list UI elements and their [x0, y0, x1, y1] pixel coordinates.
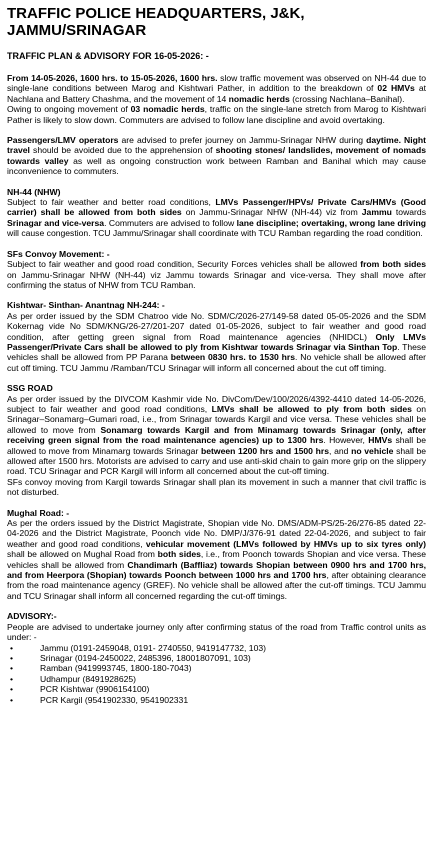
text-run: LMVs shall be allowed to ply from both sides — [211, 403, 412, 414]
text-run: at Nachlana and Battery Chashma, and the movement of 14 — [7, 83, 426, 104]
text-run: should be avoided due to the apprehension of — [29, 145, 216, 156]
text-run: Srinagar and vice-versa — [7, 217, 105, 228]
bullet: • — [10, 684, 14, 695]
text-run: no vehicle — [351, 445, 394, 456]
text-run: Passengers/LMV operators — [7, 135, 119, 146]
text-run: As per the orders issued by the District Magistrate, Shopian vide No. DMS/ADM-PS/25-26/276-85 dated 22-04-2026 and the District Magistrate, Poonch vide No. DMP/J/376-91 dated 22-04-2026, and subject to fair weather and good road conditions, — [7, 518, 426, 549]
section-heading: NH-44 (NHW) — [7, 186, 61, 197]
advisory-heading: ADVISORY:- — [7, 611, 57, 622]
text-run: Sonamarg towards Kargil and from Minamarg towards Srinagar (only, after receiving green signal from the road maintenance agencies) up to 1300 hrs — [7, 424, 427, 446]
text-run: slow traffic movement was observed on NH-44 due to single-lane conditions between Marog and Kishtwari Pather, in addition to the breakdown of — [7, 73, 426, 94]
text-run: . However, — [323, 435, 369, 446]
intro-paragraph-2 — [7, 104, 426, 125]
text-run: on Srinagar–Sonamarg–Gumari road, i.e., from Srinagar towards Kargil and vice versa. These vehicles shall be allowed to move from — [7, 403, 426, 435]
text-run: Jammu — [361, 207, 392, 218]
page-title: TRAFFIC POLICE HEADQUARTERS, J&K, JAMMU/SRINAGAR — [7, 5, 305, 39]
text-run: towards — [391, 207, 426, 218]
text-run: , after obtaining clearance from the road maintenance agency (GREF). No vehicle shall be allowed after the cut-off timings. TCU Jammu and TCU Srinagar shall inform all concerned regarding the cut-off timings. — [7, 570, 426, 601]
text-run: Subject to fair weather and good road condition, Security Forces vehicles shall be allowed — [7, 259, 361, 270]
section-body — [7, 394, 426, 477]
contact-text: Jammu (0191-2459048, 0191- 2740550, 9419147732, 103) — [40, 642, 267, 653]
section-sfs-convoy — [7, 249, 426, 291]
text-run: Chandimarh (Baffliaz) towards Shopian between 0900 hrs and 1700 hrs, and from Heerpora (Shopian) towards Poonch between 1000 hrs and 1700 hrs — [7, 559, 426, 581]
section-body — [7, 518, 426, 601]
text-run: daytime. Night travel — [7, 135, 426, 156]
list-item — [7, 663, 426, 673]
bullet: • — [10, 642, 14, 653]
text-run: shooting stones/ landslides, movement of nomads towards valley — [7, 145, 426, 166]
contact-text: Ramban (9419993745, 1800-180-7043) — [40, 663, 192, 674]
contact-text: PCR Kargil (9541902330, 9541902331 — [40, 694, 189, 705]
section-heading: Kishtwar- Sinthan- Anantnag NH-244: - — [7, 300, 165, 311]
text-run: lane discipline; overtaking, wrong lane driving — [236, 217, 426, 228]
section-ssg-road — [7, 383, 426, 497]
intro-paragraph-1 — [7, 73, 426, 104]
text-run: . No vehicle shall be allowed after cut off timing. TCU Jammu /Ramban/TCU Srinagar will inform all concerned about the cut off timing. — [7, 352, 426, 373]
text-run: (crossing Nachlana–Banihal). — [289, 93, 405, 104]
list-item — [7, 653, 426, 663]
section-body — [7, 197, 426, 239]
text-run: both sides — [157, 549, 201, 560]
text-run: nomadic herds — [228, 93, 290, 104]
section-kishtwar — [7, 300, 426, 373]
section-mughal-road — [7, 508, 426, 602]
text-run: 03 nomadic herds — [130, 104, 205, 115]
section-body — [7, 259, 426, 290]
text-run: on Jammu-Srinagar NHW (NH-44) viz from — [181, 207, 362, 218]
list-item — [7, 674, 426, 684]
text-run: , and — [329, 445, 352, 456]
text-run: . These vehicles shall be allowed from PP Parana — [7, 341, 426, 363]
advisory-intro: People are advised to undertake journey only after confirming status of the road from Traffic control units as under: - — [7, 621, 426, 643]
section-heading: SFs Convoy Movement: - — [7, 248, 110, 259]
text-run: between 0830 hrs. to 1530 hrs — [170, 352, 296, 363]
page-subtitle: TRAFFIC PLAN & ADVISORY FOR 16-05-2026: - — [7, 51, 209, 61]
section-nh44 — [7, 187, 426, 239]
text-run: Owing to ongoing movement of — [7, 104, 131, 115]
text-run: From 14-05-2026, 1600 hrs. to 15-05-2026, 1600 hrs. — [7, 73, 218, 83]
intro-paragraph-3 — [7, 135, 426, 177]
text-run: from both sides — [360, 259, 426, 270]
text-run: As per order issued by the DIVCOM Kashmir vide No. DivCom/Dev/100/2026/4392-4410 dated 14-05-2026, subject to fair weather and good road conditions, — [7, 393, 426, 414]
contact-text: Srinagar (0194-2450022, 2485396, 18001807091, 103) — [40, 652, 251, 663]
text-run: shall be allowed to move from Minamarg towards Srinagar — [7, 435, 426, 456]
bullet: • — [10, 663, 14, 674]
contact-text: PCR Kishtwar (9906154100) — [40, 684, 150, 695]
contact-text: Udhampur (8491928625) — [40, 673, 137, 684]
text-run: as well as ongoing construction work between Ramban and Banihal which may cause inconvenience to commuters. — [7, 155, 427, 177]
text-run: on Jammu-Srinagar NHW (NH-44) viz Jammu towards Srinagar and vice-versa. They shall move after confirming the status of NHW from TCU Ramban. — [7, 269, 426, 290]
text-run: . Commuters are advised to follow — [104, 217, 237, 228]
section-heading: Mughal Road: - — [7, 507, 70, 518]
text-run: vehicular movement (LMVs followed by HMVs up to six tyres only) — [145, 538, 426, 549]
bullet: • — [10, 652, 14, 663]
text-run: , i.e., from Poonch towards Shopian and vice versa. These vehicles shall be allowed from — [7, 549, 426, 570]
section-advisory — [7, 611, 426, 705]
section-body — [7, 311, 426, 373]
list-item — [7, 643, 426, 653]
contact-list — [7, 643, 426, 705]
text-run: are advised to prefer journey on Jammu-Srinagar NHW during — [118, 135, 367, 146]
text-run: HMVs — [368, 435, 393, 446]
bullet: • — [10, 694, 14, 705]
text-run: between 1200 hrs and 1500 hrs — [201, 445, 330, 456]
text-run: will cause congestion. TCU Jammu/Srinagar shall coordinate with TCU Ramban regarding the road condition. — [7, 228, 423, 239]
text-run: Only LMVs Passenger/Private Cars shall be allowed to ply from Kishtwar towards Srinagar via Sinthan Top — [7, 331, 426, 352]
section-extra: SFs convoy moving from Kargil towards Srinagar shall plan its movement in such a manner that civil traffic is not disturbed. — [7, 476, 426, 498]
text-run: , traffic on the single-lane stretch from Marog to Kishtwari Pather is likely to slow down. Commuters are advised to follow lane discipline and avoid overtaking. — [7, 104, 426, 125]
text-run: shall be allowed on Mughal Road from — [7, 549, 158, 560]
text-run: shall be allowed after 1500 hrs. Motorists are advised to carry and use anti-skid chain to gain more grip on the slippery road. TCU Srinagar and PCR Kargil will inform all concerned about the cut-off timing. — [7, 445, 426, 477]
section-heading: SSG ROAD — [7, 383, 53, 394]
bullet: • — [10, 673, 14, 684]
list-item — [7, 684, 426, 694]
text-run: Subject to fair weather and better road conditions, — [7, 197, 216, 208]
text-run: 02 HMVs — [377, 83, 415, 94]
text-run: As per order issued by the SDM Chatroo vide No. SDM/C/2026-27/149-58 dated 05-05-2026 and the SDM Kokernag vide No SDM/KNG/26-27/201-207 dated 01-05-2026, subject to fair weather and good road condition, after getting green signal from Road maintenance agencies (NHIDCL) — [7, 310, 426, 342]
list-item — [7, 695, 426, 705]
text-run: LMVs Passenger/HPVs/ Private Cars/HMVs (Good carrier) shall be allowed from both sides — [7, 197, 427, 218]
